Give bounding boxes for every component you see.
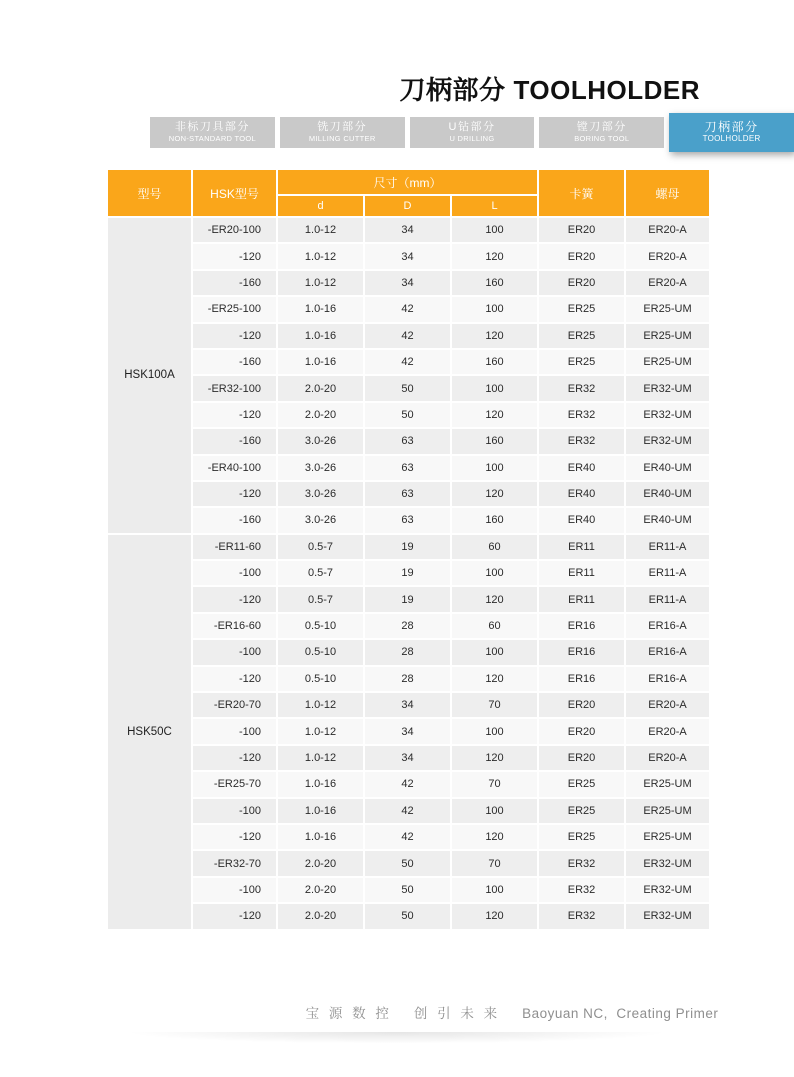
table-row bbox=[108, 218, 709, 242]
table-cell: 0.5-10 bbox=[278, 614, 363, 638]
table-cell: ER40-UM bbox=[626, 456, 709, 480]
hsk-model-cell: -ER11-60 bbox=[193, 535, 276, 559]
table-row bbox=[108, 614, 709, 638]
hsk-model-cell: -ER32-70 bbox=[193, 851, 276, 875]
table-cell: ER25-UM bbox=[626, 297, 709, 321]
tab-label-zh: 非标刀具部分 bbox=[174, 120, 250, 133]
hsk-model-cell: -120 bbox=[193, 904, 276, 928]
table-cell: ER25-UM bbox=[626, 772, 709, 796]
hsk-model-cell: -120 bbox=[193, 244, 276, 268]
footer-slogan-zh2: 创 引 未 来 bbox=[413, 1006, 501, 1021]
table-cell: ER20 bbox=[539, 218, 624, 242]
table-cell: 50 bbox=[365, 376, 450, 400]
table-cell: ER25 bbox=[539, 350, 624, 374]
table-row bbox=[108, 482, 709, 506]
table-cell: 0.5-7 bbox=[278, 587, 363, 611]
table-row bbox=[108, 561, 709, 585]
footer-slogan-zh1: 宝 源 数 控 bbox=[305, 1006, 392, 1021]
model-group-cell: HSK100A bbox=[108, 218, 191, 533]
table-cell: 60 bbox=[452, 614, 537, 638]
table-cell: 1.0-12 bbox=[278, 746, 363, 770]
table-cell: ER16-A bbox=[626, 667, 709, 691]
table-row bbox=[108, 693, 709, 717]
table-cell: 120 bbox=[452, 324, 537, 348]
footer-slogan-en: Baoyuan NC, Creating Primer bbox=[522, 1006, 719, 1021]
table-cell: ER32-UM bbox=[626, 904, 709, 928]
table-cell: 0.5-10 bbox=[278, 667, 363, 691]
table-cell: 100 bbox=[452, 297, 537, 321]
table-cell: ER11-A bbox=[626, 535, 709, 559]
table-cell: ER11 bbox=[539, 535, 624, 559]
page-title-zh: 刀柄部分 bbox=[399, 75, 506, 105]
table-cell: 100 bbox=[452, 878, 537, 902]
table-cell: ER40 bbox=[539, 456, 624, 480]
table-cell: 1.0-16 bbox=[278, 825, 363, 849]
hsk-model-cell: -ER32-100 bbox=[193, 376, 276, 400]
col-header-d: d bbox=[278, 196, 363, 216]
table-cell: 1.0-16 bbox=[278, 772, 363, 796]
table-cell: 1.0-12 bbox=[278, 693, 363, 717]
table-cell: 28 bbox=[365, 614, 450, 638]
table-cell: 1.0-16 bbox=[278, 297, 363, 321]
table-cell: ER11 bbox=[539, 587, 624, 611]
hsk-model-cell: -120 bbox=[193, 825, 276, 849]
tab-label-en: U DRILLING bbox=[449, 133, 495, 143]
hsk-model-cell: -160 bbox=[193, 429, 276, 453]
table-cell: 28 bbox=[365, 667, 450, 691]
tab-boring-tool[interactable] bbox=[539, 117, 664, 148]
table-cell: 160 bbox=[452, 350, 537, 374]
table-cell: 1.0-12 bbox=[278, 719, 363, 743]
col-header-D: D bbox=[365, 196, 450, 216]
table-body bbox=[108, 218, 709, 929]
hsk-model-cell: -ER20-100 bbox=[193, 218, 276, 242]
table-cell: 50 bbox=[365, 851, 450, 875]
table-row bbox=[108, 640, 709, 664]
table-row bbox=[108, 904, 709, 928]
table-cell: 50 bbox=[365, 904, 450, 928]
table-cell: 100 bbox=[452, 456, 537, 480]
table-cell: ER32-UM bbox=[626, 376, 709, 400]
table-cell: ER16 bbox=[539, 667, 624, 691]
table-row bbox=[108, 746, 709, 770]
table-cell: ER25 bbox=[539, 825, 624, 849]
tab-u-drilling[interactable] bbox=[410, 117, 535, 148]
table-cell: ER20-A bbox=[626, 693, 709, 717]
table-row bbox=[108, 297, 709, 321]
table-cell: ER25-UM bbox=[626, 350, 709, 374]
table-cell: 42 bbox=[365, 825, 450, 849]
table-cell: 19 bbox=[365, 561, 450, 585]
table-cell: ER32 bbox=[539, 851, 624, 875]
table-cell: 1.0-12 bbox=[278, 218, 363, 242]
table-header bbox=[108, 170, 709, 216]
hsk-model-cell: -120 bbox=[193, 324, 276, 348]
table-cell: 50 bbox=[365, 403, 450, 427]
table-row bbox=[108, 587, 709, 611]
table-row bbox=[108, 271, 709, 295]
table-cell: 0.5-7 bbox=[278, 561, 363, 585]
col-header-collet: 卡簧 bbox=[539, 170, 624, 216]
table-cell: 34 bbox=[365, 218, 450, 242]
table-cell: ER40 bbox=[539, 482, 624, 506]
table-cell: ER32-UM bbox=[626, 429, 709, 453]
tab-label-en: MILLING CUTTER bbox=[308, 133, 376, 143]
table-row bbox=[108, 772, 709, 796]
table-cell: 60 bbox=[452, 535, 537, 559]
page-title-en: TOOLHOLDER bbox=[513, 75, 700, 105]
table-cell: ER40 bbox=[539, 508, 624, 532]
table-row bbox=[108, 244, 709, 268]
table-row bbox=[108, 508, 709, 532]
table-cell: ER25 bbox=[539, 772, 624, 796]
table-row bbox=[108, 324, 709, 348]
hsk-model-cell: -120 bbox=[193, 403, 276, 427]
table-row bbox=[108, 429, 709, 453]
table-cell: 100 bbox=[452, 561, 537, 585]
table-cell: ER40-UM bbox=[626, 482, 709, 506]
table-cell: 34 bbox=[365, 746, 450, 770]
table-cell: ER20 bbox=[539, 244, 624, 268]
table-cell: ER32-UM bbox=[626, 851, 709, 875]
table-cell: ER20 bbox=[539, 719, 624, 743]
table-row bbox=[108, 376, 709, 400]
table-cell: 42 bbox=[365, 297, 450, 321]
table-cell: ER32 bbox=[539, 878, 624, 902]
table-cell: 100 bbox=[452, 719, 537, 743]
hsk-model-cell: -120 bbox=[193, 667, 276, 691]
table-cell: ER20 bbox=[539, 271, 624, 295]
table-cell: 0.5-10 bbox=[278, 640, 363, 664]
hsk-model-cell: -100 bbox=[193, 561, 276, 585]
table-cell: ER11-A bbox=[626, 561, 709, 585]
table-row bbox=[108, 851, 709, 875]
table-row bbox=[108, 825, 709, 849]
table-row bbox=[108, 403, 709, 427]
tab-label-zh: 刀柄部分 bbox=[704, 120, 759, 134]
tab-label-zh: 镗刀部分 bbox=[576, 120, 627, 133]
table-cell: ER25-UM bbox=[626, 799, 709, 823]
table-cell: 2.0-20 bbox=[278, 403, 363, 427]
table-cell: 70 bbox=[452, 851, 537, 875]
table-cell: 34 bbox=[365, 693, 450, 717]
hsk-model-cell: -ER16-60 bbox=[193, 614, 276, 638]
table-row bbox=[108, 878, 709, 902]
table-cell: ER20-A bbox=[626, 719, 709, 743]
table-cell: ER16-A bbox=[626, 614, 709, 638]
table-cell: 19 bbox=[365, 587, 450, 611]
hsk-model-cell: -100 bbox=[193, 719, 276, 743]
hsk-model-cell: -120 bbox=[193, 587, 276, 611]
table-cell: 2.0-20 bbox=[278, 851, 363, 875]
table-cell: 42 bbox=[365, 772, 450, 796]
table-cell: ER20-A bbox=[626, 244, 709, 268]
model-group-cell: HSK50C bbox=[108, 535, 191, 929]
hsk-model-cell: -ER25-100 bbox=[193, 297, 276, 321]
table-cell: ER20-A bbox=[626, 218, 709, 242]
tab-label-zh: U钻部分 bbox=[448, 120, 496, 133]
table-cell: ER11 bbox=[539, 561, 624, 585]
hsk-model-cell: -ER25-70 bbox=[193, 772, 276, 796]
table-cell: 34 bbox=[365, 271, 450, 295]
category-tabs bbox=[150, 112, 794, 152]
tab-label-en: NON-STANDARD TOOL bbox=[168, 133, 256, 143]
table-cell: 70 bbox=[452, 772, 537, 796]
table-cell: 120 bbox=[452, 667, 537, 691]
table-row bbox=[108, 535, 709, 559]
table-cell: 2.0-20 bbox=[278, 376, 363, 400]
table-cell: 120 bbox=[452, 746, 537, 770]
hsk-model-cell: -100 bbox=[193, 640, 276, 664]
table-cell: ER32 bbox=[539, 403, 624, 427]
table-cell: 1.0-16 bbox=[278, 350, 363, 374]
table-cell: 120 bbox=[452, 904, 537, 928]
table-cell: ER25 bbox=[539, 324, 624, 348]
hsk-model-cell: -160 bbox=[193, 271, 276, 295]
col-header-nut: 螺母 bbox=[626, 170, 709, 216]
table-cell: 160 bbox=[452, 429, 537, 453]
table-cell: ER20-A bbox=[626, 746, 709, 770]
hsk-model-cell: -ER40-100 bbox=[193, 456, 276, 480]
hsk-model-cell: -ER20-70 bbox=[193, 693, 276, 717]
hsk-model-cell: -160 bbox=[193, 508, 276, 532]
table-cell: ER16-A bbox=[626, 640, 709, 664]
table-cell: 120 bbox=[452, 587, 537, 611]
table-cell: 50 bbox=[365, 878, 450, 902]
table-cell: 63 bbox=[365, 508, 450, 532]
table-cell: 1.0-12 bbox=[278, 271, 363, 295]
table-cell: ER32 bbox=[539, 904, 624, 928]
table-cell: 34 bbox=[365, 244, 450, 268]
table-row bbox=[108, 350, 709, 374]
table-cell: ER32 bbox=[539, 429, 624, 453]
footer bbox=[0, 1002, 794, 1022]
table-cell: 19 bbox=[365, 535, 450, 559]
tab-label-en: BORING TOOL bbox=[574, 133, 630, 143]
hsk-model-cell: -120 bbox=[193, 746, 276, 770]
table-cell: 3.0-26 bbox=[278, 508, 363, 532]
table-cell: 100 bbox=[452, 218, 537, 242]
table-cell: 120 bbox=[452, 244, 537, 268]
table-cell: ER32-UM bbox=[626, 403, 709, 427]
table-cell: 1.0-12 bbox=[278, 244, 363, 268]
tab-label-zh: 铣刀部分 bbox=[317, 120, 368, 133]
table-cell: ER20 bbox=[539, 746, 624, 770]
table-cell: 63 bbox=[365, 482, 450, 506]
page-title bbox=[399, 70, 700, 107]
table-cell: 63 bbox=[365, 429, 450, 453]
hsk-model-cell: -100 bbox=[193, 799, 276, 823]
table-cell: 100 bbox=[452, 640, 537, 664]
table-cell: ER25 bbox=[539, 297, 624, 321]
table-cell: ER32 bbox=[539, 376, 624, 400]
col-header-L: L bbox=[452, 196, 537, 216]
table-cell: 120 bbox=[452, 403, 537, 427]
table-cell: ER11-A bbox=[626, 587, 709, 611]
table-cell: 42 bbox=[365, 324, 450, 348]
table-cell: ER40-UM bbox=[626, 508, 709, 532]
table-cell: 28 bbox=[365, 640, 450, 664]
table-row bbox=[108, 799, 709, 823]
table-cell: ER25-UM bbox=[626, 825, 709, 849]
table-cell: 120 bbox=[452, 825, 537, 849]
table-cell: 3.0-26 bbox=[278, 456, 363, 480]
table-cell: 0.5-7 bbox=[278, 535, 363, 559]
table-row bbox=[108, 719, 709, 743]
col-header-size: 尺寸（mm） bbox=[278, 170, 537, 194]
table-row bbox=[108, 456, 709, 480]
table-cell: 2.0-20 bbox=[278, 904, 363, 928]
hsk-model-cell: -100 bbox=[193, 878, 276, 902]
col-header-model: 型号 bbox=[108, 170, 191, 216]
table-cell: 3.0-26 bbox=[278, 429, 363, 453]
tab-milling-cutter[interactable] bbox=[280, 117, 405, 148]
table-cell: 42 bbox=[365, 350, 450, 374]
table-cell: 160 bbox=[452, 508, 537, 532]
hsk-model-cell: -120 bbox=[193, 482, 276, 506]
col-header-hsk: HSK型号 bbox=[193, 170, 276, 216]
table-cell: 160 bbox=[452, 271, 537, 295]
table-cell: 1.0-16 bbox=[278, 799, 363, 823]
table-cell: 2.0-20 bbox=[278, 878, 363, 902]
table-cell: 63 bbox=[365, 456, 450, 480]
table-cell: 70 bbox=[452, 693, 537, 717]
table-cell: 100 bbox=[452, 799, 537, 823]
page-bottom-shadow bbox=[36, 1032, 758, 1048]
table-row bbox=[108, 667, 709, 691]
tab-non-standard-tool[interactable] bbox=[150, 117, 275, 148]
hsk-model-cell: -160 bbox=[193, 350, 276, 374]
tab-toolholder[interactable] bbox=[669, 113, 794, 152]
table-cell: 100 bbox=[452, 376, 537, 400]
table-cell: 34 bbox=[365, 719, 450, 743]
tab-label-en: TOOLHOLDER bbox=[702, 134, 761, 143]
table-cell: 1.0-16 bbox=[278, 324, 363, 348]
spec-table bbox=[106, 168, 711, 931]
table-cell: ER25 bbox=[539, 799, 624, 823]
table-cell: 42 bbox=[365, 799, 450, 823]
table-cell: ER25-UM bbox=[626, 324, 709, 348]
table-cell: ER32-UM bbox=[626, 878, 709, 902]
table-cell: 3.0-26 bbox=[278, 482, 363, 506]
table-cell: ER20-A bbox=[626, 271, 709, 295]
table-cell: ER20 bbox=[539, 693, 624, 717]
table-cell: ER16 bbox=[539, 614, 624, 638]
table-cell: 120 bbox=[452, 482, 537, 506]
table-cell: ER16 bbox=[539, 640, 624, 664]
